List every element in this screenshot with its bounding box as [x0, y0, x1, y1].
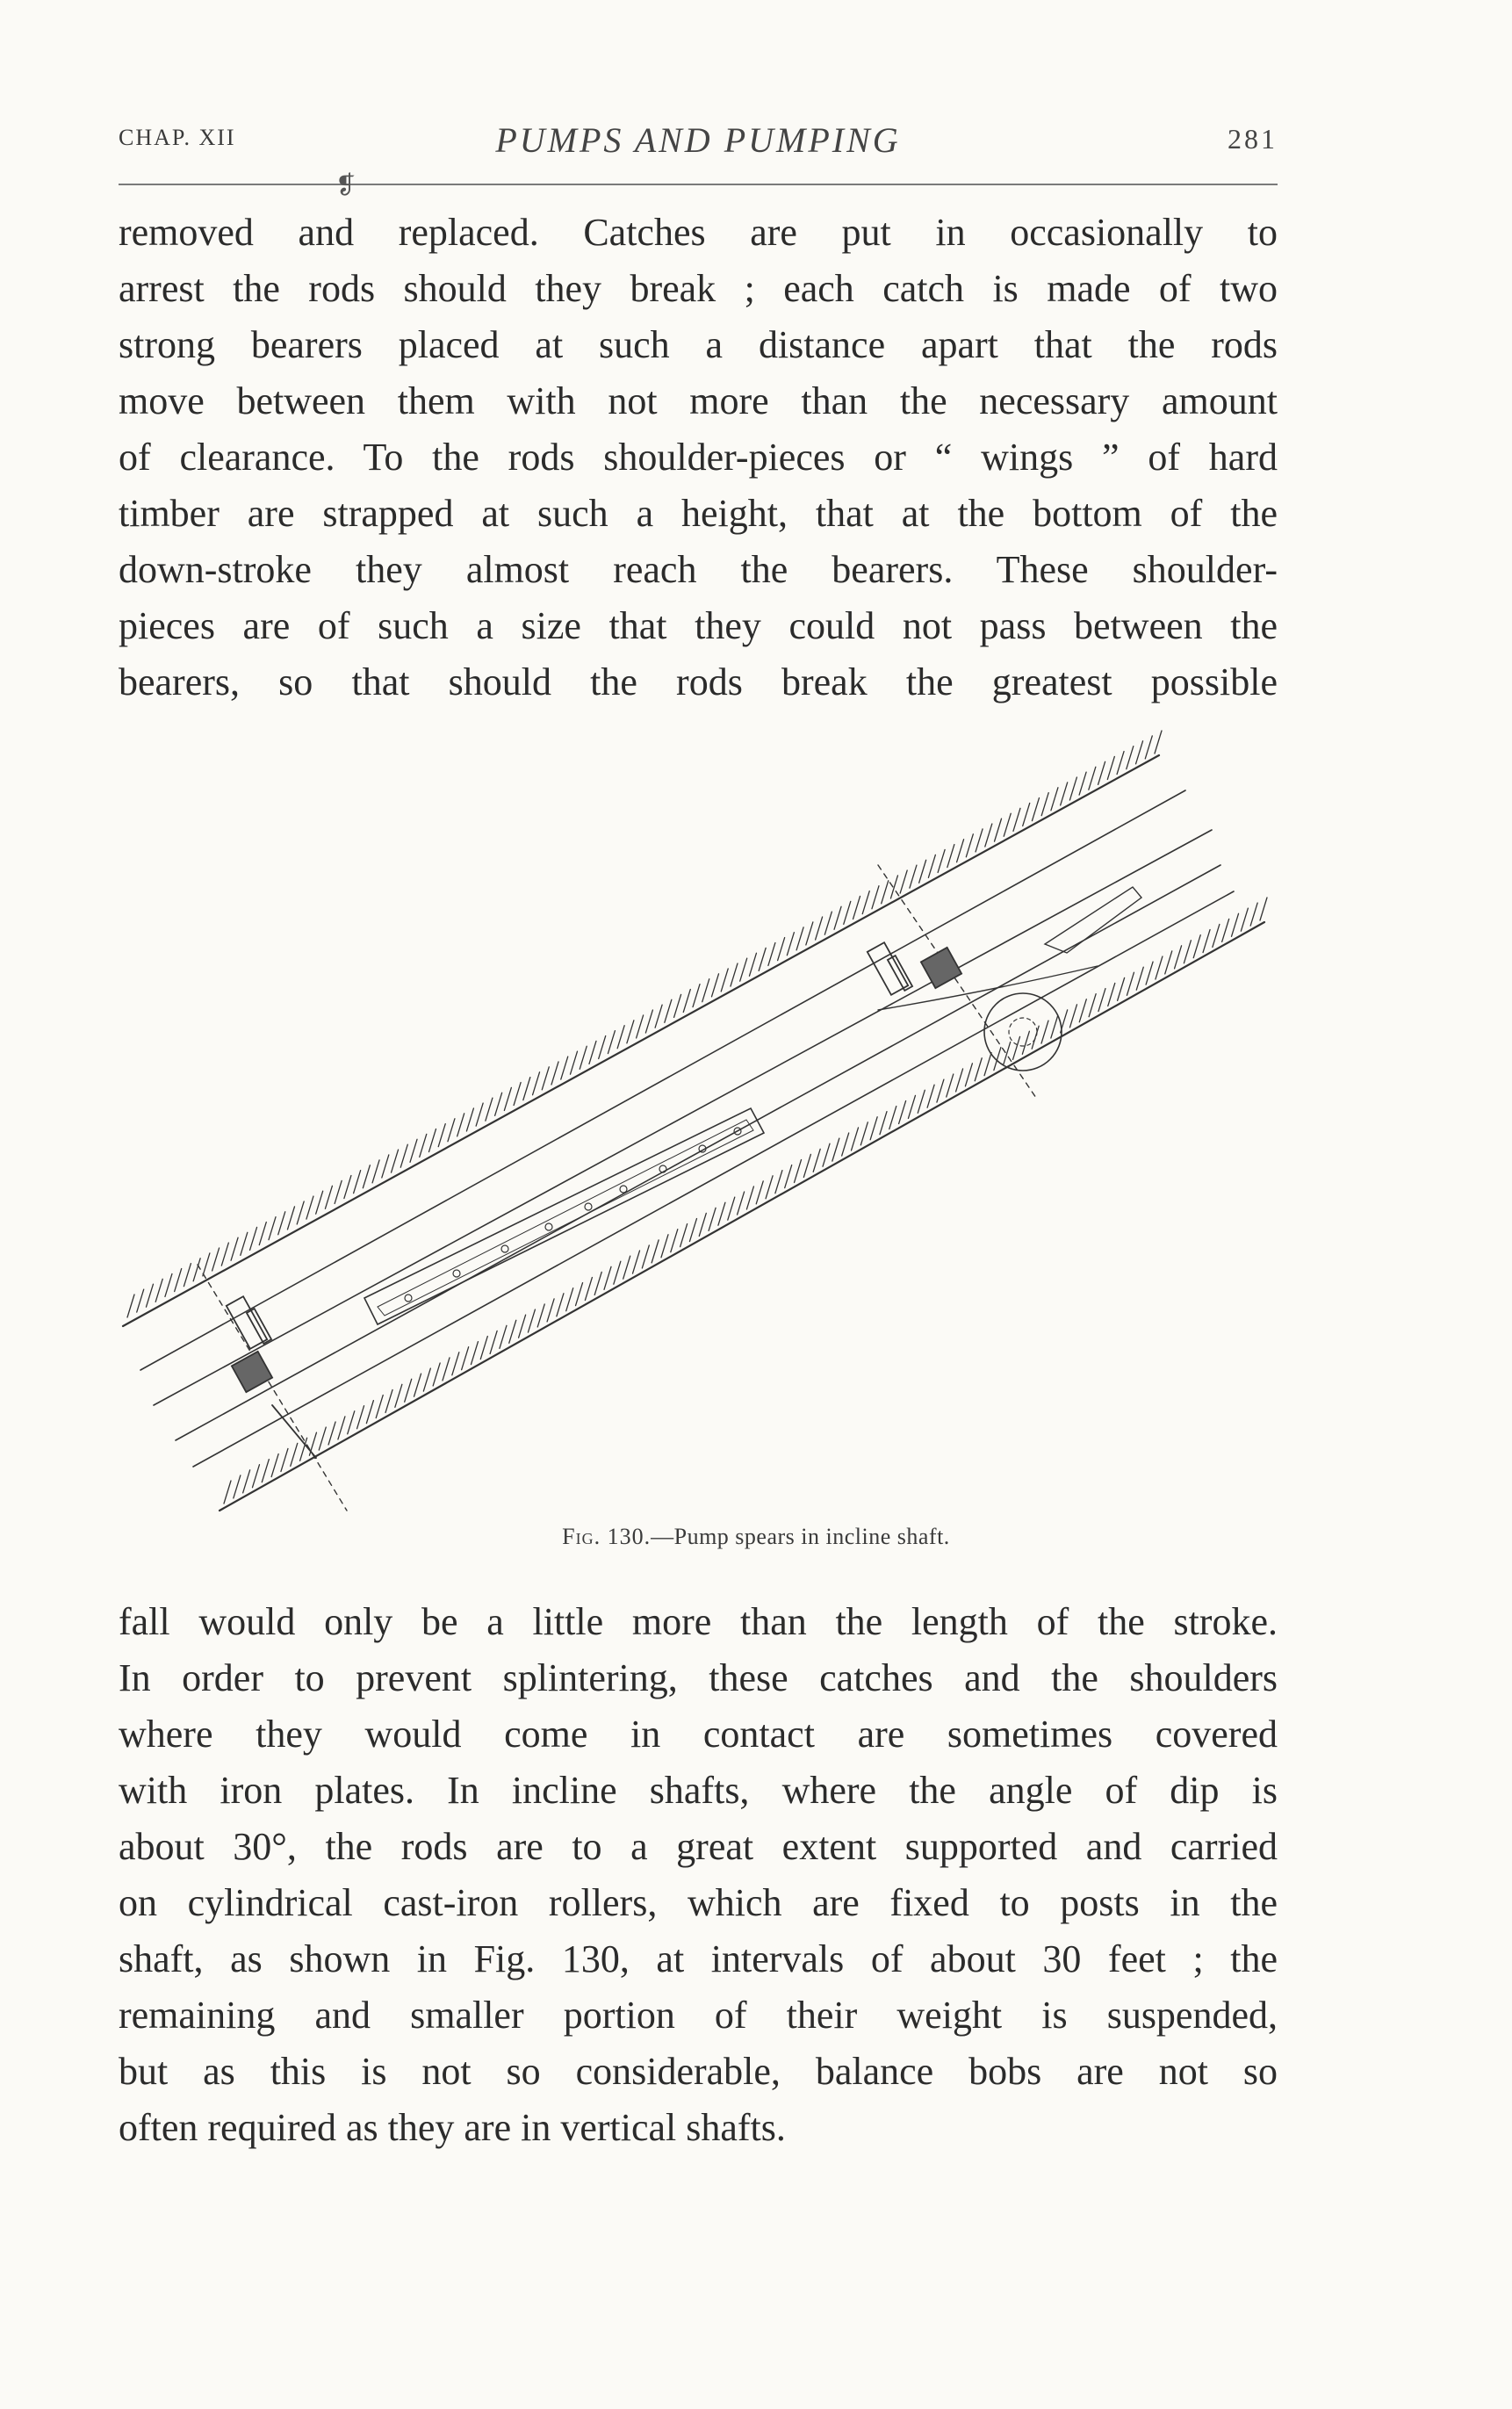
hatch-stroke — [1079, 999, 1086, 1022]
hatch-stroke — [604, 1266, 611, 1289]
text-line: often required as they are in vertical shafts. — [119, 2106, 786, 2149]
hatch-stroke — [1051, 1015, 1058, 1038]
hatch-stroke — [287, 1207, 294, 1230]
hatch-stroke — [1193, 935, 1200, 958]
hatch-stroke — [1118, 977, 1125, 1000]
hatch-stroke — [1117, 752, 1124, 775]
hatch-stroke — [1013, 808, 1020, 831]
hatch-stroke — [1222, 919, 1229, 941]
hatch-stroke — [420, 1134, 427, 1157]
hatch-stroke — [457, 1114, 464, 1136]
hatch-stroke — [344, 1176, 351, 1199]
hatch-stroke — [551, 1062, 558, 1085]
hatch-stroke — [957, 840, 964, 862]
hatch-stroke — [842, 1133, 849, 1156]
hatch-stroke — [1127, 972, 1134, 995]
hatch-stroke — [768, 942, 775, 965]
hatch-stroke — [580, 1046, 587, 1069]
upper-wall-hatching — [127, 731, 1162, 1317]
hatch-stroke — [824, 912, 832, 934]
hatch-stroke — [306, 1196, 313, 1219]
hatch-stroke — [495, 1093, 502, 1115]
hatch-stroke — [882, 881, 889, 904]
hatch-stroke — [1061, 1010, 1068, 1033]
text-line: down-stroke they almost reach the bearers. These shoulder- — [119, 548, 1278, 591]
hatch-stroke — [203, 1253, 210, 1276]
hatch-stroke — [1079, 772, 1086, 795]
hatch-stroke — [738, 1192, 745, 1215]
hatch-stroke — [443, 1358, 450, 1381]
hatch-stroke — [803, 1154, 810, 1177]
hatch-stroke — [328, 1422, 335, 1445]
hatch-stroke — [165, 1273, 172, 1296]
hatch-stroke — [1146, 962, 1153, 985]
hatch-stroke — [1155, 731, 1162, 754]
header-rule — [119, 184, 1278, 185]
hatch-stroke — [519, 1315, 526, 1338]
hatch-stroke — [542, 1067, 549, 1090]
hatch-stroke — [984, 1053, 991, 1076]
hatch-stroke — [533, 1072, 540, 1095]
hatch-stroke — [1136, 967, 1143, 990]
hatch-stroke — [661, 1235, 668, 1258]
hatch-stroke — [428, 1129, 436, 1152]
hatch-stroke — [1023, 803, 1030, 826]
hatch-stroke — [561, 1057, 568, 1079]
hatch-stroke — [947, 1074, 954, 1097]
figure-caption — [0, 1524, 1512, 1550]
text-line: about 30°, the rods are to a great extent supported and carried — [119, 1825, 1278, 1868]
hatch-stroke — [899, 1100, 906, 1123]
hatch-stroke — [1098, 989, 1105, 1012]
hatch-stroke — [823, 1143, 830, 1166]
hatch-stroke — [652, 1240, 659, 1263]
hatch-stroke — [372, 1160, 379, 1183]
chapter-label: CHAP. XII — [119, 125, 236, 150]
hatch-stroke — [721, 969, 728, 992]
hatch-stroke — [221, 1243, 228, 1266]
hatch-stroke — [1032, 798, 1039, 821]
hatch-stroke — [392, 1150, 399, 1172]
hatch-stroke — [832, 1138, 839, 1161]
hatch-stroke — [476, 1103, 483, 1126]
hatch-stroke — [683, 989, 690, 1012]
text-line: arrest the rods should they break ; each catch is made of two — [119, 267, 1278, 310]
hatch-stroke — [956, 1069, 963, 1092]
hatch-stroke — [309, 1432, 316, 1455]
hatch-stroke — [1145, 736, 1152, 759]
hatch-stroke — [557, 1294, 564, 1316]
hatch-stroke — [844, 901, 851, 924]
hatch-stroke — [400, 1144, 407, 1167]
hatch-stroke — [576, 1283, 583, 1306]
hatch-stroke — [184, 1264, 191, 1287]
hatch-stroke — [728, 1197, 735, 1220]
hatch-stroke — [608, 1031, 615, 1054]
hatch-stroke — [281, 1448, 288, 1471]
hatch-stroke — [566, 1288, 573, 1311]
hatch-stroke — [433, 1363, 440, 1386]
hatch-stroke — [787, 933, 794, 956]
hatch-stroke — [599, 1036, 606, 1059]
hatch-stroke — [795, 1159, 802, 1182]
hatch-stroke — [1089, 994, 1096, 1017]
hatch-stroke — [335, 1180, 342, 1203]
hatch-stroke — [504, 1087, 511, 1110]
hatch-stroke — [395, 1384, 402, 1407]
hatch-stroke — [297, 1201, 304, 1224]
hatch-stroke — [947, 845, 954, 868]
figure-label: Fig. 130. — [562, 1524, 652, 1549]
hatch-stroke — [645, 1010, 652, 1033]
page-number: 281 — [1228, 123, 1278, 155]
hatch-stroke — [523, 1078, 530, 1100]
hatch-stroke — [224, 1481, 231, 1504]
hatch-stroke — [731, 963, 738, 986]
text-line: but as this is not so considerable, balance bobs are not so — [119, 2050, 1278, 2093]
rod-line — [193, 891, 1234, 1467]
hatch-stroke — [796, 927, 803, 950]
hatch-stroke — [193, 1259, 200, 1281]
hatch-stroke — [509, 1320, 516, 1343]
text-line: remaining and smaller portion of their weight is suspended, — [119, 1994, 1278, 2037]
text-line: removed and replaced. Catches are put in occasionally to — [119, 211, 1278, 254]
hatch-stroke — [1156, 956, 1163, 979]
hatch-stroke — [910, 865, 917, 888]
hatch-stroke — [1213, 924, 1220, 947]
hatch-stroke — [486, 1098, 493, 1121]
hatch-stroke — [655, 1005, 662, 1028]
hatch-stroke — [231, 1237, 238, 1260]
fish-plate-inner — [378, 1120, 753, 1316]
hatch-stroke — [594, 1272, 601, 1295]
hatch-stroke — [637, 1015, 644, 1038]
hatch-stroke — [778, 938, 785, 961]
hatch-stroke — [1250, 903, 1257, 926]
hatch-stroke — [617, 1026, 624, 1049]
hatch-stroke — [585, 1278, 592, 1301]
hatch-stroke — [870, 1117, 877, 1140]
hatch-stroke — [928, 855, 935, 877]
hatch-stroke — [1013, 1036, 1020, 1059]
hatch-stroke — [834, 906, 841, 929]
hatch-stroke — [589, 1041, 596, 1064]
hatch-stroke — [702, 979, 709, 1002]
hatch-stroke — [699, 1213, 706, 1236]
hatch-stroke — [862, 891, 869, 914]
rod-line — [140, 790, 1185, 1370]
hatch-stroke — [985, 824, 992, 847]
hatch-stroke — [1107, 756, 1114, 779]
hatch-stroke — [627, 1021, 634, 1043]
hatch-stroke — [816, 917, 823, 940]
hatch-stroke — [243, 1470, 250, 1493]
hatch-stroke — [490, 1331, 497, 1353]
hatch-stroke — [262, 1460, 269, 1482]
hatch-stroke — [514, 1083, 521, 1106]
text-line: pieces are of such a size that they could not pass between the — [119, 604, 1278, 647]
hatch-stroke — [376, 1396, 383, 1418]
hatch-stroke — [1069, 777, 1076, 800]
hatch-stroke — [623, 1256, 630, 1279]
hatch-stroke — [872, 886, 879, 909]
hatch-stroke — [137, 1289, 144, 1312]
figure-caption-text: —Pump spears in incline shaft. — [651, 1524, 950, 1549]
hatch-stroke — [633, 1251, 640, 1273]
hatch-stroke — [1041, 793, 1048, 816]
hatch-stroke — [927, 1085, 934, 1107]
hatch-stroke — [1232, 913, 1239, 936]
hatch-stroke — [382, 1155, 389, 1178]
hatch-stroke — [1069, 1005, 1076, 1028]
rule-ornament-icon: ❡ — [335, 172, 356, 199]
hatch-stroke — [410, 1139, 417, 1162]
rod-line — [154, 830, 1212, 1405]
hatch-stroke — [746, 1186, 753, 1209]
running-title: PUMPS AND PUMPING — [495, 120, 901, 160]
hatch-stroke — [680, 1224, 688, 1247]
hatch-stroke — [438, 1124, 445, 1147]
hatch-stroke — [462, 1347, 469, 1370]
hatch-stroke — [860, 1122, 868, 1145]
running-head — [119, 119, 1278, 163]
hatch-stroke — [740, 958, 747, 981]
hatch-stroke — [319, 1427, 326, 1450]
hatch-stroke — [976, 829, 983, 852]
hatch-stroke — [759, 948, 766, 970]
hatch-stroke — [234, 1475, 241, 1498]
hatch-stroke — [271, 1454, 278, 1477]
hatch-stroke — [250, 1227, 257, 1250]
hatch-stroke — [471, 1342, 478, 1365]
paragraph-bottom — [119, 1594, 1278, 2156]
text-line: In order to prevent splintering, these catches and the shoulders — [119, 1656, 1278, 1699]
shaft-upper-wall — [123, 755, 1159, 1326]
hatch-stroke — [813, 1149, 820, 1172]
text-line: where they would come in contact are sometimes covered — [119, 1713, 1278, 1756]
hatch-stroke — [665, 999, 672, 1022]
hatch-stroke — [1136, 741, 1143, 764]
hatch-stroke — [718, 1202, 725, 1225]
hatch-stroke — [405, 1379, 412, 1402]
hatch-stroke — [127, 1295, 134, 1317]
hatch-stroke — [919, 860, 926, 883]
hatch-stroke — [880, 1112, 887, 1135]
hatch-stroke — [300, 1438, 307, 1461]
hatch-stroke — [785, 1165, 792, 1188]
bolt-holes — [405, 1128, 741, 1302]
hatch-stroke — [965, 1064, 972, 1086]
text-line: bearers, so that should the rods break the greatest possible — [119, 660, 1278, 703]
hatch-stroke — [806, 922, 813, 945]
hatch-stroke — [1004, 1042, 1011, 1064]
hatch-stroke — [712, 974, 719, 997]
hatch-stroke — [348, 1411, 355, 1434]
hatch-stroke — [325, 1186, 332, 1208]
hatch-stroke — [1203, 930, 1210, 953]
hatch-stroke — [966, 834, 973, 857]
hatch-stroke — [1041, 1021, 1048, 1043]
hatch-stroke — [938, 849, 945, 872]
text-line: strong bearers placed at such a distance apart that the rods — [119, 323, 1278, 366]
text-line: with iron plates. In incline shafts, where the angle of dip is — [119, 1769, 1278, 1812]
paragraph-top — [119, 205, 1278, 710]
hatch-stroke — [689, 1219, 696, 1242]
hatch-stroke — [1127, 747, 1134, 769]
hatch-stroke — [693, 985, 700, 1007]
text-line: fall would only be a little more than the length of the stroke. — [119, 1600, 1278, 1643]
hatch-stroke — [357, 1406, 364, 1429]
text-line: of clearance. To the rods shoulder-pieces or “ wings ” of hard — [119, 436, 1278, 479]
hatch-stroke — [316, 1191, 323, 1214]
hatch-stroke — [414, 1374, 421, 1396]
hatch-stroke — [448, 1119, 455, 1142]
hatch-stroke — [452, 1352, 459, 1375]
hatch-stroke — [709, 1208, 716, 1230]
lower-wall-hatching — [224, 898, 1267, 1504]
hatch-stroke — [671, 1230, 678, 1252]
hatch-stroke — [890, 876, 897, 898]
hatch-stroke — [252, 1465, 259, 1488]
hatch-stroke — [1108, 983, 1115, 1006]
hatch-stroke — [547, 1299, 554, 1322]
hatch-stroke — [995, 819, 1002, 841]
hatch-stroke — [1260, 898, 1267, 920]
hatch-stroke — [278, 1212, 285, 1235]
hatch-stroke — [749, 953, 756, 976]
hatch-stroke — [212, 1248, 220, 1271]
shaft-lower-wall — [220, 922, 1264, 1511]
hatch-stroke — [1098, 761, 1105, 784]
hatch-stroke — [775, 1171, 782, 1194]
hatch-stroke — [354, 1171, 361, 1194]
hatch-stroke — [466, 1108, 473, 1131]
text-line: shaft, as shown in Fig. 130, at intervals of about 30 feet ; the — [119, 1937, 1278, 1980]
hatch-stroke — [175, 1269, 182, 1292]
hatch-stroke — [1175, 946, 1182, 969]
hatch-stroke — [889, 1107, 896, 1129]
hatch-stroke — [1004, 813, 1011, 836]
text-line: timber are strapped at such a height, that at the bottom of the — [119, 492, 1278, 535]
hatch-stroke — [756, 1181, 763, 1204]
hatch-stroke — [766, 1176, 773, 1199]
hatch-stroke — [363, 1165, 370, 1188]
hatch-stroke — [259, 1223, 266, 1245]
text-line: on cylindrical cast-iron rollers, which are fixed to posts in the — [119, 1881, 1278, 1924]
hatch-stroke — [338, 1417, 345, 1439]
hatch-stroke — [614, 1261, 621, 1284]
hatch-stroke — [269, 1217, 276, 1240]
hatch-stroke — [500, 1325, 507, 1348]
hatch-stroke — [1051, 788, 1058, 811]
hatch-stroke — [908, 1095, 915, 1118]
hatch-stroke — [1089, 767, 1096, 790]
hatch-stroke — [1032, 1026, 1039, 1049]
hatch-stroke — [937, 1079, 944, 1102]
hatch-stroke — [537, 1304, 544, 1327]
hatch-stroke — [851, 1128, 858, 1150]
hatch-stroke — [1184, 941, 1191, 963]
hatch-stroke — [480, 1337, 487, 1360]
hatch-stroke — [423, 1368, 430, 1391]
hatch-stroke — [146, 1284, 153, 1307]
hatch-stroke — [642, 1245, 649, 1268]
hatch-stroke — [1061, 783, 1068, 805]
text-line: move between them with not more than the necessary amount — [119, 379, 1278, 422]
hatch-stroke — [570, 1051, 577, 1074]
hatch-stroke — [155, 1279, 162, 1302]
hatch-stroke — [1165, 951, 1172, 974]
hatch-stroke — [1022, 1031, 1029, 1054]
hatch-stroke — [853, 896, 860, 919]
hatch-stroke — [674, 994, 681, 1017]
hatch-stroke — [366, 1401, 373, 1424]
hatch-stroke — [241, 1232, 248, 1255]
pump-spears-figure — [105, 720, 1317, 1537]
hatch-stroke — [528, 1309, 535, 1332]
hatch-stroke — [900, 870, 907, 893]
hatch-stroke — [291, 1443, 298, 1466]
hatch-stroke — [385, 1389, 392, 1412]
hatch-stroke — [918, 1090, 925, 1113]
hatch-stroke — [1241, 908, 1248, 931]
hatch-stroke — [975, 1058, 982, 1081]
